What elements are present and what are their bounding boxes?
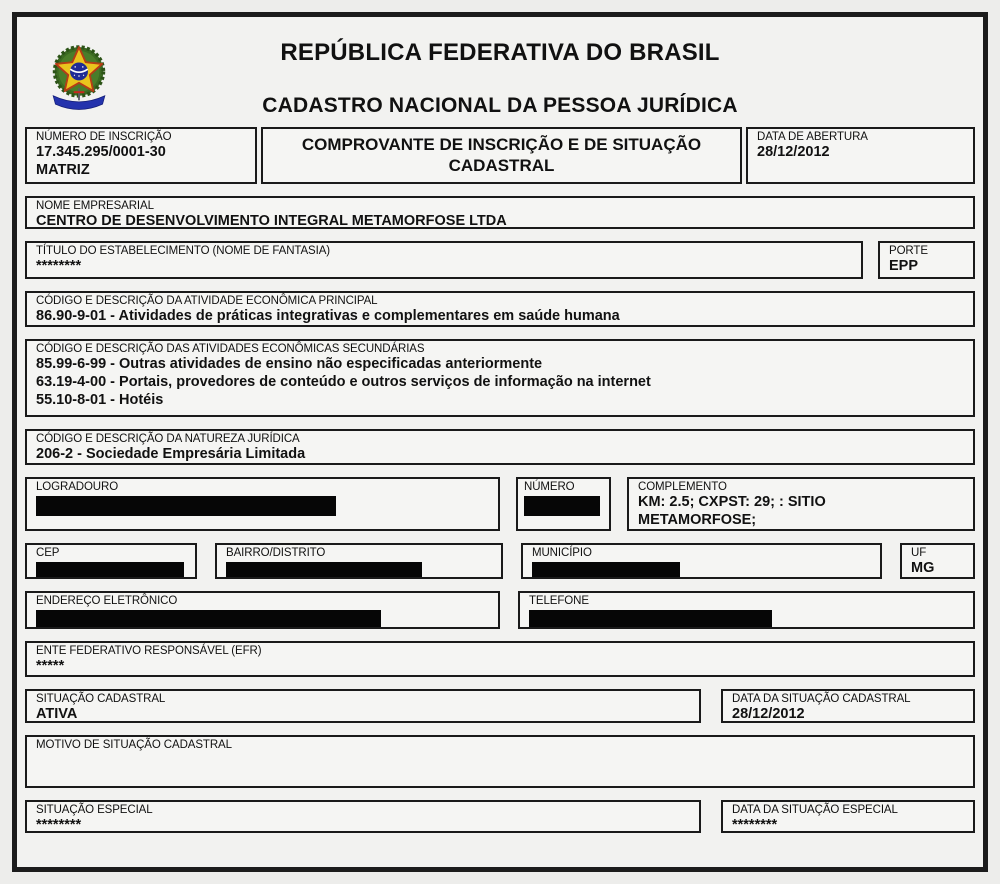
field-municipio bbox=[521, 543, 882, 579]
status-value: ATIVA bbox=[36, 706, 78, 723]
field-label: CÓDIGO E DESCRIÇÃO DA ATIVIDADE ECONÔMICA PRINCIPAL bbox=[36, 295, 378, 307]
row-contato bbox=[25, 591, 975, 629]
row-endereco bbox=[25, 477, 975, 531]
page-title: REPÚBLICA FEDERATIVA DO BRASIL bbox=[280, 39, 720, 66]
page-subtitle: CADASTRO NACIONAL DA PESSOA JURÍDICA bbox=[262, 94, 738, 117]
field-label: MOTIVO DE SITUAÇÃO CADASTRAL bbox=[36, 739, 232, 751]
field-label: NÚMERO bbox=[524, 481, 575, 493]
redacted-value bbox=[226, 562, 422, 579]
redacted-value bbox=[524, 496, 600, 516]
secondary-activity-1: 85.99-6-99 - Outras atividades de ensino não especificadas anteriormente bbox=[36, 356, 543, 373]
row-efr bbox=[25, 641, 975, 677]
field-label: UF bbox=[911, 547, 927, 559]
field-telefone bbox=[518, 591, 975, 629]
row-situacao-especial bbox=[25, 800, 975, 833]
secondary-activity-3: 55.10-8-01 - Hotéis bbox=[36, 391, 164, 408]
field-label: PORTE bbox=[889, 245, 928, 257]
field-label: NOME EMPRESARIAL bbox=[36, 200, 154, 212]
matriz-flag: MATRIZ bbox=[36, 161, 90, 178]
field-value: MG bbox=[911, 560, 935, 577]
field-value: EPP bbox=[889, 258, 919, 275]
field-numero-inscricao bbox=[25, 127, 257, 184]
field-value: CENTRO DE DESENVOLVIMENTO INTEGRAL METAMORFOSE LTDA bbox=[36, 213, 507, 229]
redacted-value bbox=[36, 562, 184, 579]
row-atividade-principal bbox=[25, 291, 975, 327]
field-label: DATA DE ABERTURA bbox=[757, 131, 868, 143]
field-label: DATA DA SITUAÇÃO ESPECIAL bbox=[732, 804, 898, 816]
field-situacao-especial bbox=[25, 800, 701, 833]
cnpj-number: 17.345.295/0001-30 bbox=[36, 144, 166, 161]
field-atividade-principal bbox=[25, 291, 975, 327]
field-value: ******** bbox=[732, 817, 778, 833]
field-situacao-cadastral bbox=[25, 689, 701, 723]
field-label: TELEFONE bbox=[529, 595, 589, 607]
field-label: ENTE FEDERATIVO RESPONSÁVEL (EFR) bbox=[36, 645, 262, 657]
field-nome-empresarial bbox=[25, 196, 975, 229]
field-bairro-distrito bbox=[215, 543, 503, 579]
row-atividades-secundarias bbox=[25, 339, 975, 417]
field-value: KM: 2.5; CXPST: 29; : SITIO METAMORFOSE; bbox=[638, 494, 826, 528]
field-label: NÚMERO DE INSCRIÇÃO bbox=[36, 131, 172, 143]
field-numero bbox=[516, 477, 611, 531]
field-value: ******** bbox=[36, 817, 82, 833]
row-cep-bairro-municipio bbox=[25, 543, 975, 579]
redacted-value bbox=[529, 610, 772, 629]
brazil-coat-of-arms-icon bbox=[41, 30, 117, 122]
row-motivo-situacao bbox=[25, 735, 975, 788]
field-atividades-secundarias bbox=[25, 339, 975, 417]
field-data-situacao-cadastral bbox=[721, 689, 975, 723]
redacted-value bbox=[532, 562, 680, 579]
row-nome-empresarial bbox=[25, 196, 975, 229]
comprovante-title: COMPROVANTE DE INSCRIÇÃO E DE SITUAÇÃO CADASTRAL bbox=[261, 127, 742, 184]
redacted-value bbox=[36, 610, 381, 629]
field-efr bbox=[25, 641, 975, 677]
field-complemento bbox=[627, 477, 975, 531]
field-cep bbox=[25, 543, 197, 579]
field-label: SITUAÇÃO CADASTRAL bbox=[36, 693, 166, 705]
redacted-value bbox=[36, 496, 336, 516]
document-header bbox=[17, 17, 983, 127]
field-motivo-situacao-cadastral bbox=[25, 735, 975, 788]
row-inscricao bbox=[25, 127, 975, 184]
field-value: 28/12/2012 bbox=[732, 706, 805, 723]
field-label: CÓDIGO E DESCRIÇÃO DA NATUREZA JURÍDICA bbox=[36, 433, 300, 445]
field-label: CEP bbox=[36, 547, 60, 559]
field-titulo-estabelecimento bbox=[25, 241, 863, 279]
row-titulo-porte bbox=[25, 241, 975, 279]
field-label: BAIRRO/DISTRITO bbox=[226, 547, 326, 559]
field-value: 86.90-9-01 - Atividades de práticas integrativas e complementares em saúde humana bbox=[36, 308, 620, 325]
field-value: ******** bbox=[36, 258, 82, 275]
field-data-abertura bbox=[746, 127, 975, 184]
fields-area bbox=[17, 127, 983, 833]
field-label: CÓDIGO E DESCRIÇÃO DAS ATIVIDADES ECONÔMICAS SECUNDÁRIAS bbox=[36, 343, 425, 355]
field-label: LOGRADOURO bbox=[36, 481, 119, 493]
field-label: SITUAÇÃO ESPECIAL bbox=[36, 804, 153, 816]
field-label: COMPLEMENTO bbox=[638, 481, 727, 493]
field-value: 206-2 - Sociedade Empresária Limitada bbox=[36, 446, 306, 463]
field-label: MUNICÍPIO bbox=[532, 547, 592, 559]
certificate-document bbox=[12, 12, 988, 872]
field-label: DATA DA SITUAÇÃO CADASTRAL bbox=[732, 693, 911, 705]
field-value: ***** bbox=[36, 658, 65, 675]
secondary-activity-2: 63.19-4-00 - Portais, provedores de conteúdo e outros serviços de informação na internet bbox=[36, 373, 651, 390]
field-uf bbox=[900, 543, 975, 579]
field-data-situacao-especial bbox=[721, 800, 975, 833]
row-natureza-juridica bbox=[25, 429, 975, 465]
field-natureza-juridica bbox=[25, 429, 975, 465]
field-value: 28/12/2012 bbox=[757, 144, 830, 161]
field-label: TÍTULO DO ESTABELECIMENTO (NOME DE FANTASIA) bbox=[36, 245, 330, 257]
field-endereco-eletronico bbox=[25, 591, 500, 629]
field-logradouro bbox=[25, 477, 500, 531]
field-porte bbox=[878, 241, 975, 279]
field-label: ENDEREÇO ELETRÔNICO bbox=[36, 595, 178, 607]
row-situacao-cadastral bbox=[25, 689, 975, 723]
